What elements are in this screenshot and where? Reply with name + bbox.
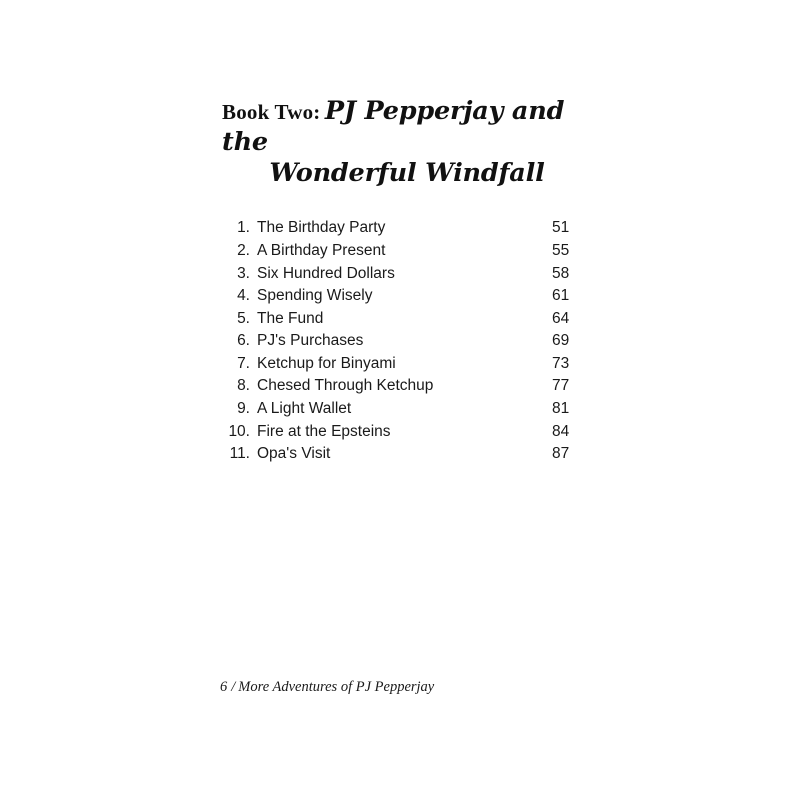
toc-chapter-title: A Birthday Present <box>257 241 386 259</box>
list-item <box>222 375 592 398</box>
list-item <box>222 353 592 376</box>
toc-chapter-title: PJ's Purchases <box>257 332 364 350</box>
list-item <box>222 443 592 466</box>
book-title-line-1: PJ Pepperjay and the <box>222 96 565 158</box>
toc-number: 6. <box>237 332 250 350</box>
footer-separator: / <box>231 679 236 695</box>
toc-chapter-title: A Light Wallet <box>257 400 352 418</box>
toc-number: 10. <box>228 422 250 440</box>
toc-chapter-title: The Fund <box>257 309 324 327</box>
book-title-line-2: Wonderful Windfall <box>269 158 545 189</box>
page-content <box>222 96 592 466</box>
toc-page-number: 73 <box>552 354 570 372</box>
heading-second-line <box>222 158 592 189</box>
list-item <box>222 330 592 353</box>
toc-page-number: 55 <box>552 241 570 259</box>
toc-page-number: 58 <box>552 264 570 282</box>
toc-number: 3. <box>237 264 250 282</box>
list-item <box>222 308 592 331</box>
page-title <box>222 96 592 189</box>
toc-number: 4. <box>237 287 250 305</box>
toc-page-number: 51 <box>552 219 570 237</box>
toc-number: 5. <box>237 309 250 327</box>
toc-number: 9. <box>237 400 250 418</box>
list-item <box>222 217 592 240</box>
toc-number: 1. <box>237 219 250 237</box>
toc-page-number: 77 <box>552 377 570 395</box>
toc-page-number: 64 <box>552 309 570 327</box>
toc-number: 2. <box>237 241 250 259</box>
folio-number: 6 <box>220 679 228 695</box>
footer-book-title: More Adventures of PJ Pepperjay <box>238 679 435 695</box>
heading-first-line <box>222 96 592 158</box>
toc-chapter-title: The Birthday Party <box>257 219 386 237</box>
list-item <box>222 285 592 308</box>
page-footer <box>220 679 434 696</box>
toc-page-number: 87 <box>552 445 570 463</box>
book-label: Book Two: <box>222 100 321 124</box>
list-item <box>222 421 592 444</box>
toc-number: 7. <box>237 354 250 372</box>
toc-chapter-title: Chesed Through Ketchup <box>257 377 434 395</box>
toc-page-number: 61 <box>552 287 570 305</box>
toc-chapter-title: Ketchup for Binyami <box>257 354 396 372</box>
toc-chapter-title: Opa's Visit <box>257 445 331 463</box>
toc-page-number: 69 <box>552 332 570 350</box>
list-item <box>222 240 592 263</box>
toc-number: 8. <box>237 377 250 395</box>
list-item <box>222 398 592 421</box>
list-item <box>222 263 592 286</box>
toc-chapter-title: Six Hundred Dollars <box>257 264 395 282</box>
toc-chapter-title: Spending Wisely <box>257 287 373 305</box>
toc-number: 11. <box>229 445 250 463</box>
table-of-contents <box>222 217 592 466</box>
toc-page-number: 81 <box>552 400 570 418</box>
toc-page-number: 84 <box>552 422 570 440</box>
toc-chapter-title: Fire at the Epsteins <box>257 422 391 440</box>
